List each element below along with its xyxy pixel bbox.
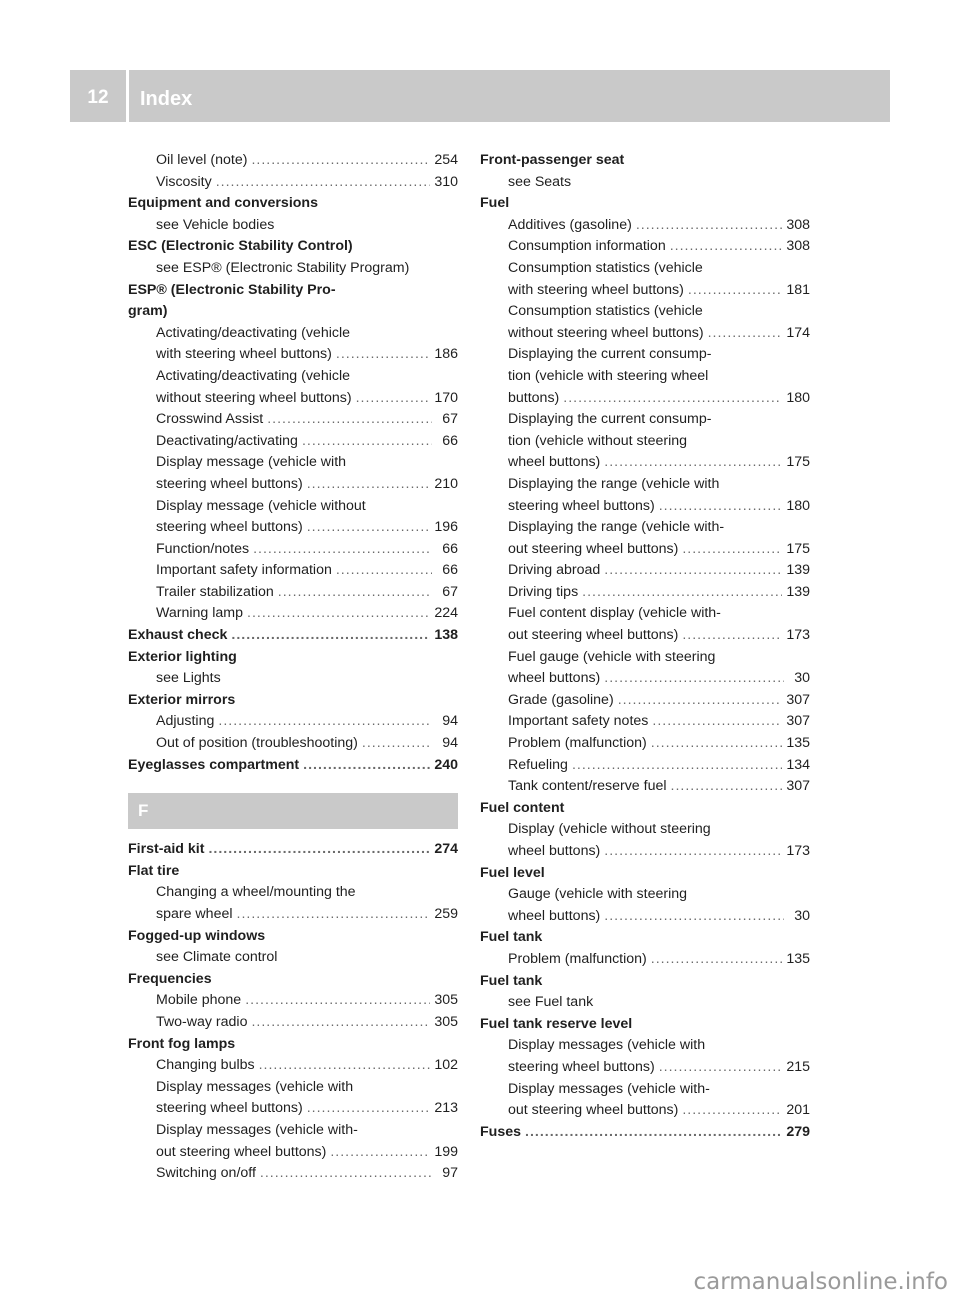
- index-entry: [128, 195, 458, 217]
- index-entry: [480, 929, 810, 951]
- index-subentry[interactable]: [480, 843, 810, 865]
- index-subentry: [480, 433, 810, 455]
- index-entry-text: see Vehicle bodies: [156, 216, 275, 233]
- index-entry-text: Equipment and conversions: [128, 195, 318, 212]
- page-reference[interactable]: 66: [442, 562, 458, 579]
- index-entry[interactable]: [128, 841, 458, 863]
- index-entry: [128, 238, 458, 260]
- index-entry-text: Fuel tank reserve level: [480, 1015, 633, 1032]
- page-reference[interactable]: 67: [442, 411, 458, 428]
- page-reference[interactable]: 180: [786, 497, 810, 514]
- index-subentry[interactable]: [480, 584, 810, 606]
- section-title: Index: [140, 88, 193, 110]
- leader-dots: [267, 411, 432, 427]
- index-entry-text: out steering wheel buttons): [508, 540, 679, 557]
- index-entry-text: First-aid kit: [128, 841, 205, 858]
- index-entry-text: gram): [128, 303, 168, 320]
- index-entry-text: Display message (vehicle without: [156, 497, 366, 514]
- page-reference[interactable]: 138: [434, 627, 458, 644]
- index-subentry: [128, 454, 458, 476]
- page-reference[interactable]: 30: [794, 907, 810, 924]
- index-subentry: [128, 325, 458, 347]
- leader-dots: [259, 1057, 431, 1073]
- index-subentry[interactable]: [480, 692, 810, 714]
- index-subentry: [480, 821, 810, 843]
- page-reference[interactable]: 240: [434, 756, 458, 773]
- index-subentry: [128, 670, 458, 692]
- index-entry-text: Problem (malfunction): [508, 950, 647, 967]
- index-subentry[interactable]: [480, 562, 810, 584]
- index-entry-text: see ESP® (Electronic Stability Program): [156, 259, 410, 276]
- index-subentry[interactable]: [480, 541, 810, 563]
- index-subentry[interactable]: [128, 713, 458, 735]
- leader-dots: [682, 541, 782, 557]
- page-reference[interactable]: 308: [786, 216, 810, 233]
- page-reference[interactable]: 305: [434, 1013, 458, 1030]
- index-entry-text: without steering wheel buttons): [156, 389, 352, 406]
- index-entry-text: Fuel level: [480, 864, 545, 881]
- index-entry-text: Front fog lamps: [128, 1035, 236, 1052]
- index-subentry: [128, 217, 458, 239]
- index-subentry: [128, 368, 458, 390]
- leader-dots: [651, 735, 783, 751]
- leader-dots: [651, 951, 783, 967]
- leader-dots: [659, 1059, 783, 1075]
- leader-dots: [356, 390, 431, 406]
- leader-dots: [682, 1102, 782, 1118]
- index-entry-text: Deactivating/activating: [156, 432, 298, 449]
- leader-dots: [688, 282, 782, 298]
- index-subentry[interactable]: [128, 411, 458, 433]
- page-reference[interactable]: 173: [786, 843, 810, 859]
- leader-dots: [237, 906, 431, 922]
- index-entry-text: Activating/deactivating (vehicle: [156, 367, 350, 384]
- index-entry: [480, 195, 810, 217]
- index-subentry: [480, 174, 810, 196]
- page-reference[interactable]: 310: [434, 173, 458, 190]
- index-entry-text: Driving tips: [508, 583, 579, 600]
- index-entry: [480, 152, 810, 174]
- leader-dots: [652, 713, 782, 729]
- leader-dots: [604, 843, 782, 859]
- page-reference[interactable]: 215: [786, 1058, 810, 1075]
- index-entry-text: Exterior lighting: [128, 648, 237, 665]
- index-entry-text: steering wheel buttons): [156, 519, 303, 536]
- page-reference[interactable]: 308: [786, 238, 810, 255]
- index-entry-text: steering wheel buttons): [508, 497, 655, 514]
- leader-dots: [231, 627, 430, 643]
- index-entry-text: Display (vehicle without steering: [508, 821, 711, 838]
- index-entry-text: Displaying the current consump-: [508, 346, 712, 363]
- index-entry-text: Consumption statistics (vehicle: [508, 259, 703, 276]
- index-entry-text: with steering wheel buttons): [156, 346, 332, 363]
- page-reference[interactable]: 274: [434, 841, 458, 858]
- index-entry-text: Fogged-up windows: [128, 927, 266, 944]
- index-entry-text: Frequencies: [128, 970, 212, 987]
- index-entry[interactable]: [128, 627, 458, 649]
- index-entry-text: Display messages (vehicle with: [508, 1037, 706, 1054]
- page-number: 12: [87, 87, 109, 108]
- index-entry: [128, 692, 458, 714]
- index-subentry[interactable]: [128, 152, 458, 174]
- index-entry-text: Changing bulbs: [156, 1057, 255, 1074]
- page-reference[interactable]: 307: [786, 713, 810, 730]
- index-subentry: [480, 605, 810, 627]
- index-subentry[interactable]: [480, 325, 810, 347]
- index-entry-text: Display messages (vehicle with: [156, 1078, 354, 1095]
- index-entry-text: tion (vehicle without steering: [508, 432, 688, 449]
- index-subentry[interactable]: [480, 1059, 810, 1081]
- page-reference[interactable]: 102: [434, 1057, 458, 1074]
- index-entry-text: Changing a wheel/mounting the: [156, 884, 356, 901]
- index-entry-text: Fuel: [480, 195, 510, 212]
- index-subentry[interactable]: [128, 906, 458, 928]
- leader-dots: [670, 238, 783, 254]
- page-reference[interactable]: 254: [434, 152, 458, 168]
- index-entry-text: Oil level (note): [156, 152, 248, 168]
- page-reference[interactable]: 66: [442, 540, 458, 557]
- index-subentry[interactable]: [128, 1165, 458, 1187]
- index-subentry: [128, 884, 458, 906]
- index-entry-text: buttons): [508, 389, 560, 406]
- leader-dots: [604, 454, 782, 470]
- page-reference[interactable]: 135: [786, 735, 810, 752]
- leader-dots: [604, 908, 784, 924]
- leader-dots: [251, 1014, 430, 1030]
- leader-dots: [247, 605, 430, 621]
- index-entry-text: Displaying the current consump-: [508, 411, 712, 428]
- index-entry-text: ESP® (Electronic Stability Pro-: [128, 281, 336, 298]
- leader-dots: [307, 519, 431, 535]
- index-subentry: [480, 260, 810, 282]
- index-subentry[interactable]: [480, 1102, 810, 1124]
- index-subentry: [128, 949, 458, 971]
- index-subentry[interactable]: [128, 584, 458, 606]
- index-entry-text: Problem (malfunction): [508, 735, 647, 752]
- index-entry-text: wheel buttons): [508, 843, 601, 859]
- page-reference[interactable]: 259: [434, 906, 458, 922]
- index-subentry[interactable]: [128, 476, 458, 498]
- page-reference[interactable]: 279: [786, 1123, 810, 1140]
- index-entry: [128, 971, 458, 993]
- index-subentry: [480, 1081, 810, 1103]
- index-entry-text: without steering wheel buttons): [508, 324, 704, 341]
- leader-dots: [253, 541, 432, 557]
- page-reference[interactable]: 175: [786, 454, 810, 471]
- leader-dots: [216, 174, 431, 190]
- leader-dots: [525, 1124, 782, 1140]
- index-entry-text: see Lights: [156, 670, 221, 687]
- index-entry-text: Consumption information: [508, 238, 666, 255]
- page-reference[interactable]: 196: [434, 519, 458, 536]
- page-reference[interactable]: 135: [786, 950, 810, 967]
- leader-dots: [563, 390, 782, 406]
- page-reference[interactable]: 224: [434, 605, 458, 622]
- index-entry-text: Exterior mirrors: [128, 691, 236, 708]
- index-entry-text: Activating/deactivating (vehicle: [156, 324, 350, 341]
- index-entry-text: Adjusting: [156, 713, 215, 730]
- page-reference[interactable]: 170: [434, 389, 458, 406]
- leader-dots: [303, 757, 430, 773]
- index-entry-text: wheel buttons): [508, 454, 601, 471]
- index-entry-text: see Seats: [508, 173, 572, 190]
- index-entry-text: Tank content/reserve fuel: [508, 778, 667, 795]
- index-entry-text: wheel buttons): [508, 670, 601, 687]
- index-subentry[interactable]: [480, 390, 810, 412]
- page-reference[interactable]: 201: [786, 1102, 810, 1119]
- index-entry: [128, 303, 458, 325]
- index-subentry[interactable]: [480, 908, 810, 930]
- index-subentry: [128, 1122, 458, 1144]
- index-entry: [128, 863, 458, 885]
- index-entry-text: see Fuel tank: [508, 994, 594, 1011]
- index-entry-text: Displaying the range (vehicle with-: [508, 519, 725, 536]
- index-subentry: [480, 368, 810, 390]
- index-entry-text: Additives (gasoline): [508, 216, 632, 233]
- index-column-left: [128, 152, 458, 1187]
- index-subentry[interactable]: [128, 1014, 458, 1036]
- page-reference[interactable]: 66: [442, 432, 458, 449]
- index-entry: [128, 928, 458, 950]
- index-subentry: [480, 886, 810, 908]
- page-reference[interactable]: 186: [434, 346, 458, 363]
- index-subentry: [480, 994, 810, 1016]
- index-subentry: [480, 519, 810, 541]
- index-entry-text: Consumption statistics (vehicle: [508, 303, 703, 320]
- index-entry-text: Front-passenger seat: [480, 152, 625, 168]
- index-entry-text: tion (vehicle with steering wheel: [508, 367, 709, 384]
- index-entry-text: Two-way radio: [156, 1013, 248, 1030]
- index-entry-text: Display messages (vehicle with-: [508, 1080, 710, 1097]
- index-subentry[interactable]: [480, 778, 810, 800]
- leader-dots: [218, 713, 432, 729]
- leader-dots: [636, 217, 783, 233]
- index-subentry[interactable]: [128, 992, 458, 1014]
- index-subentry[interactable]: [128, 390, 458, 412]
- index-subentry: [128, 498, 458, 520]
- page-reference[interactable]: 67: [442, 583, 458, 600]
- leader-dots: [307, 1100, 431, 1116]
- page-reference[interactable]: 139: [786, 562, 810, 579]
- header-divider: [126, 70, 129, 122]
- index-entry-text: Fuel content display (vehicle with-: [508, 605, 721, 622]
- index-entry-text: Important safety information: [156, 562, 332, 579]
- index-subentry[interactable]: [128, 1100, 458, 1122]
- index-entry-text: Fuel gauge (vehicle with steering: [508, 648, 716, 665]
- index-entry-text: spare wheel: [156, 906, 233, 922]
- index-subentry[interactable]: [480, 238, 810, 260]
- index-entry-text: out steering wheel buttons): [508, 1102, 679, 1119]
- leader-dots: [572, 757, 782, 773]
- page-reference[interactable]: 199: [434, 1143, 458, 1160]
- index-subentry: [480, 649, 810, 671]
- header-bar: [70, 70, 890, 122]
- index-entry-text: Mobile phone: [156, 992, 242, 1009]
- index-subentry[interactable]: [128, 519, 458, 541]
- page-reference[interactable]: 173: [786, 627, 810, 644]
- index-entry-text: out steering wheel buttons): [156, 1143, 327, 1160]
- index-entry: [480, 973, 810, 995]
- leader-dots: [604, 670, 784, 686]
- index-entry-text: see Climate control: [156, 949, 278, 966]
- page-reference[interactable]: 94: [442, 713, 458, 730]
- leader-dots: [336, 562, 432, 578]
- page-reference[interactable]: 30: [794, 670, 810, 687]
- index-entry: [128, 649, 458, 671]
- page-reference[interactable]: 305: [434, 992, 458, 1009]
- leader-dots: [659, 498, 783, 514]
- leader-dots: [618, 692, 783, 708]
- index-entry-text: with steering wheel buttons): [508, 281, 684, 298]
- index-subentry[interactable]: [480, 713, 810, 735]
- index-entry-text: steering wheel buttons): [156, 475, 303, 492]
- index-entry-text: Eyeglasses compartment: [128, 756, 300, 773]
- index-column-right: [480, 152, 810, 1145]
- index-entry-text: Displaying the range (vehicle with: [508, 475, 720, 492]
- index-entry-text: Display message (vehicle with: [156, 454, 347, 471]
- index-subentry[interactable]: [128, 562, 458, 584]
- leader-dots: [278, 584, 432, 600]
- index-entry-text: Driving abroad: [508, 562, 601, 579]
- index-subentry[interactable]: [128, 1144, 458, 1166]
- index-subentry[interactable]: [480, 670, 810, 692]
- index-subentry: [480, 303, 810, 325]
- index-entry: [128, 282, 458, 304]
- index-entry-text: ESC (Electronic Stability Control): [128, 238, 353, 255]
- leader-dots: [604, 562, 782, 578]
- page-reference[interactable]: 175: [786, 540, 810, 557]
- index-subentry[interactable]: [128, 174, 458, 196]
- index-subentry: [480, 476, 810, 498]
- index-entry-text: Viscosity: [156, 173, 212, 190]
- leader-dots: [330, 1144, 430, 1160]
- index-subentry[interactable]: [128, 541, 458, 563]
- leader-dots: [251, 152, 430, 168]
- page-reference[interactable]: 307: [786, 778, 810, 795]
- index-entry-text: Flat tire: [128, 862, 180, 879]
- index-entry-text: Fuel tank: [480, 972, 543, 989]
- page-reference[interactable]: 174: [786, 324, 810, 341]
- index-entry: [128, 1036, 458, 1058]
- index-subentry[interactable]: [480, 757, 810, 779]
- page-reference[interactable]: 134: [786, 756, 810, 773]
- leader-dots: [245, 992, 430, 1008]
- watermark: carmanualsonline.info: [693, 1269, 948, 1295]
- index-entry-text: Display messages (vehicle with-: [156, 1121, 358, 1138]
- page-reference[interactable]: 210: [434, 475, 458, 492]
- index-entry-text: Gauge (vehicle with steering: [508, 886, 688, 903]
- index-subentry[interactable]: [128, 735, 458, 757]
- page-reference[interactable]: 97: [442, 1165, 458, 1182]
- index-subentry[interactable]: [480, 498, 810, 520]
- index-entry-text: Switching on/off: [156, 1165, 256, 1182]
- page-reference[interactable]: 94: [442, 735, 458, 752]
- leader-dots: [336, 346, 430, 362]
- index-subentry: [480, 1037, 810, 1059]
- leader-dots: [302, 433, 432, 449]
- index-entry[interactable]: [480, 1124, 810, 1146]
- index-entry: [480, 800, 810, 822]
- index-entry: [480, 865, 810, 887]
- page-reference[interactable]: 213: [434, 1100, 458, 1117]
- index-entry-text: Important safety notes: [508, 713, 649, 730]
- index-subentry[interactable]: [480, 282, 810, 304]
- index-entry-text: Fuses: [480, 1123, 522, 1140]
- page-reference[interactable]: 180: [786, 389, 810, 406]
- page-reference[interactable]: 181: [786, 281, 810, 298]
- index-entry-text: Function/notes: [156, 540, 250, 557]
- index-entry-text: Exhaust check: [128, 627, 228, 644]
- index-letter-heading: F: [128, 793, 458, 829]
- index-subentry[interactable]: [480, 454, 810, 476]
- index-entry-text: out steering wheel buttons): [508, 627, 679, 644]
- leader-dots: [362, 735, 432, 751]
- index-subentry[interactable]: [480, 951, 810, 973]
- leader-dots: [682, 627, 782, 643]
- leader-dots: [708, 325, 783, 341]
- index-subentry: [480, 411, 810, 433]
- leader-dots: [582, 584, 782, 600]
- index-entry-text: Warning lamp: [156, 605, 243, 622]
- index-entry[interactable]: [128, 757, 458, 779]
- index-subentry[interactable]: [128, 433, 458, 455]
- index-entry: [480, 1016, 810, 1038]
- index-subentry: [480, 346, 810, 368]
- index-entry-text: Trailer stabilization: [156, 583, 274, 600]
- index-subentry[interactable]: [480, 217, 810, 239]
- index-entry-text: Refueling: [508, 756, 568, 773]
- index-entry-text: Grade (gasoline): [508, 691, 614, 708]
- index-subentry[interactable]: [480, 735, 810, 757]
- page-reference[interactable]: 307: [786, 691, 810, 708]
- index-subentry[interactable]: [128, 346, 458, 368]
- leader-dots: [671, 778, 783, 794]
- index-subentry[interactable]: [128, 605, 458, 627]
- page-reference[interactable]: 139: [786, 583, 810, 600]
- index-entry-text: Out of position (troubleshooting): [156, 735, 358, 752]
- leader-dots: [208, 841, 430, 857]
- index-subentry[interactable]: [128, 1057, 458, 1079]
- index-subentry: [128, 1079, 458, 1101]
- index-subentry[interactable]: [480, 627, 810, 649]
- index-entry-text: Fuel content: [480, 799, 565, 816]
- index-entry-text: steering wheel buttons): [508, 1058, 655, 1075]
- index-entry-text: steering wheel buttons): [156, 1100, 303, 1117]
- index-entry-text: Fuel tank: [480, 929, 543, 946]
- index-subentry: [128, 260, 458, 282]
- leader-dots: [307, 476, 431, 492]
- index-entry-text: wheel buttons): [508, 907, 601, 924]
- index-entry-text: Crosswind Assist: [156, 411, 264, 428]
- leader-dots: [260, 1165, 432, 1181]
